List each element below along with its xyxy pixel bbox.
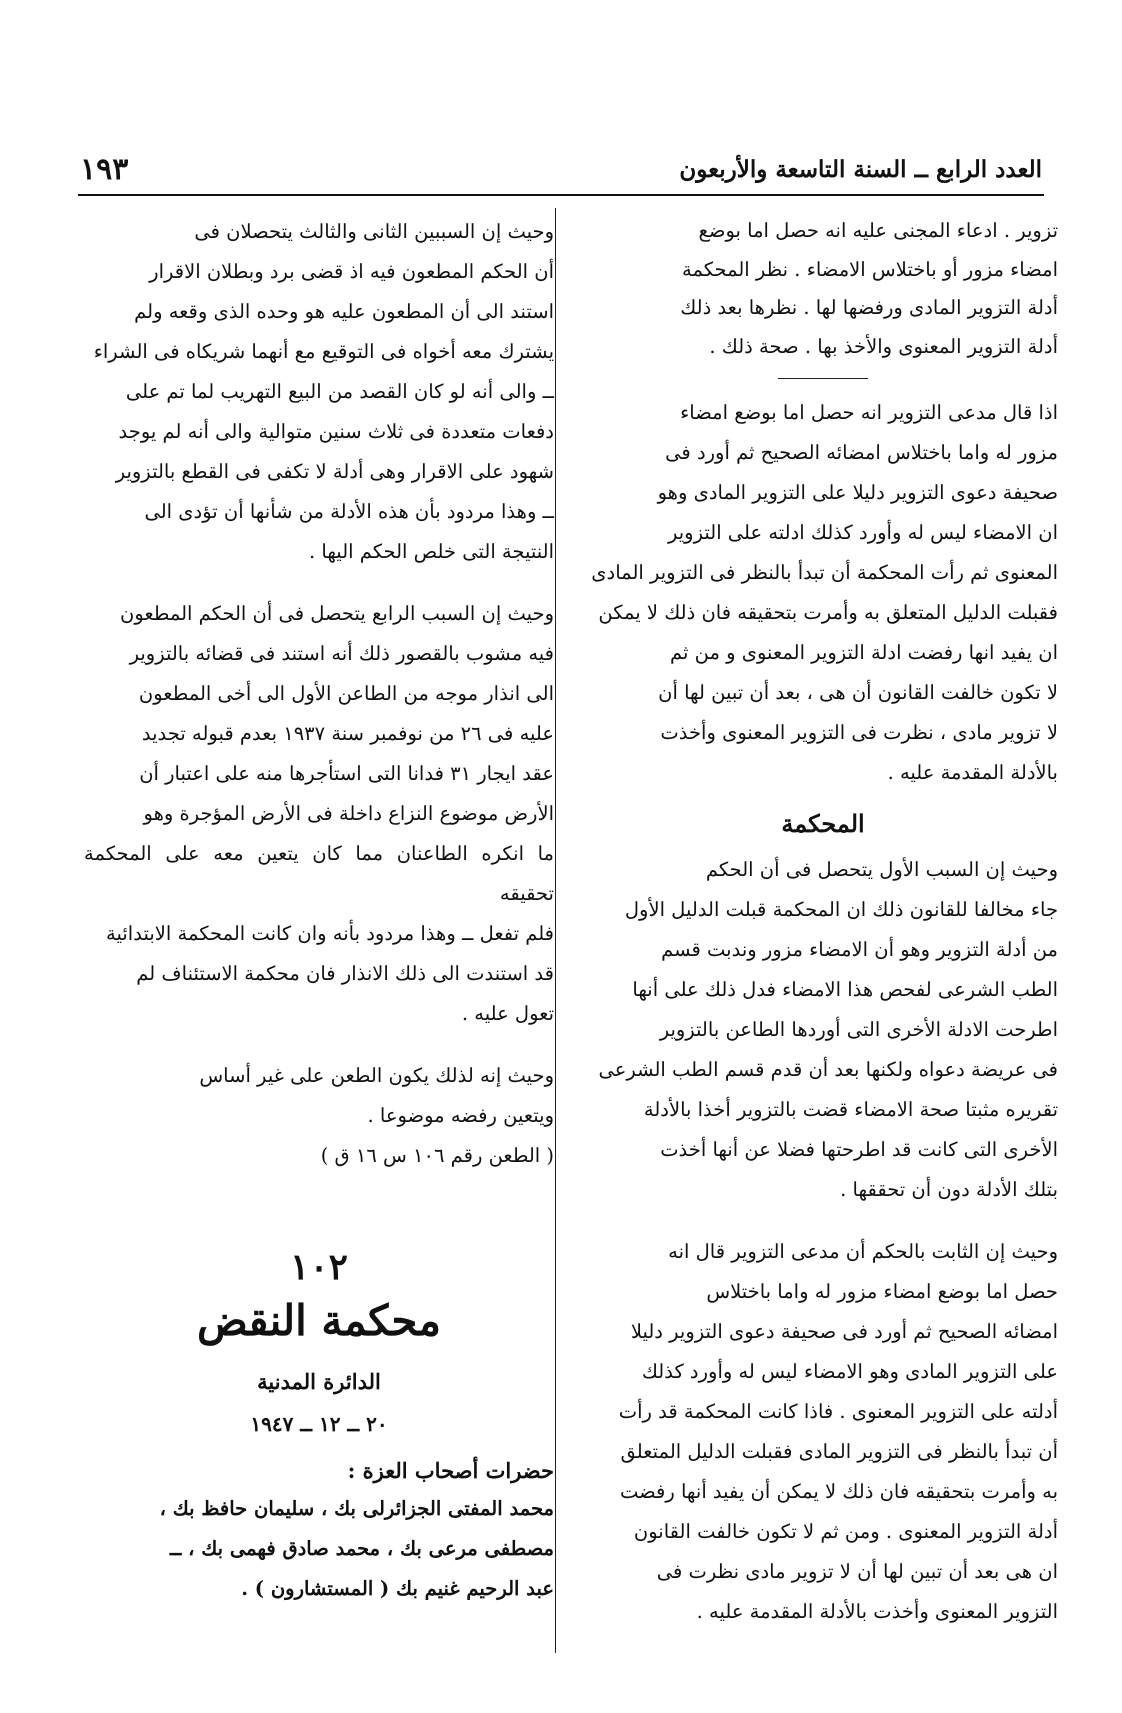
fourth-ground-paragraph: وحيث إن السبب الرابع يتحصل فى أن الحكم المطعون فيه مشوب بالقصور ذلك أنه استند فى قضائه بالتزوير الى انذار موجه من الطاعن الأول الى أخى المطعون عليه فى ٢٦ من نوفمبر سنة ١٩٣٧ بعدم قبوله تجديد عقد ايجار ٣١ فدانا التى استأجرها منه على اعتبار أن الأرض موضوع النزاع داخلة فى الأرض المؤجرة وهو ما انكره الطاعنان مما كان يتعين معه على المحكمة تحقيقه فلم تفعل ــ وهذا مردود بأنه وان كانت المحكمة الابتدائية قد استندت الى ذلك الانذار فان محكمة الاستئناف لم تعول عليه . [84, 602, 554, 1025]
paragraph-gap [84, 1034, 554, 1056]
court-title: محكمة النقض [196, 1296, 442, 1345]
paragraph-gap [84, 572, 554, 594]
paragraph-gap [588, 1210, 1058, 1232]
section-heading: المحكمة [781, 809, 865, 838]
page-number: ١٩٣ [80, 151, 129, 187]
left-column [84, 212, 554, 1693]
conclusion-paragraph: وحيث إنه لذلك يكون الطعن على غير أساس ويتعين رفضه موضوعا . [199, 1064, 554, 1127]
circuit-name: الدائرة المدنية [257, 1369, 381, 1394]
issue-line: العدد الرابع ــ السنة التاسعة والأربعون [679, 155, 1042, 183]
page-header [80, 148, 1042, 190]
judges-heading: حضرات أصحاب العزة : [347, 1458, 554, 1483]
court-reasoning-paragraph: وحيث إن الثابت بالحكم أن مدعى التزوير قال انه حصل اما بوضع امضاء مزور له واما باختلاس امضائه الصحيح ثم أورد فى صحيفة دعوى التزوير دليلا على التزوير المادى وهو الامضاء ليس له وأورد كذلك أدلته على التزوير المعنوى . فاذا كانت المحكمة قد رأت أن تبدأ بالنظر فى التزوير المادى فقبلت الدليل المتعلق به وأمرت بتحقيقه فان ذلك لا يمكن أن يفيد أنها رفضت أدلة التزوير المعنوى . ومن ثم لا تكون خالفت القانون ان هى بعد أن تبين لها أن لا تزوير مادى نظرت فى التزوير المعنوى وأخذت بالأدلة المقدمة عليه . [618, 1240, 1058, 1623]
case-citation: ( الطعن رقم ١٠٦ س ١٦ ق ) [320, 1144, 554, 1167]
judges-list: محمد المفتى الجزائرلى بك ، سليمان حافظ بك ، مصطفى مرعى بك ، محمد صادق فهمى بك ، ــ عبد الرحيم غنيم بك ( المستشارون ) . [159, 1497, 554, 1600]
case-number: ١٠٢ [289, 1246, 348, 1288]
judgment-date: ٢٠ ــ ١٢ ــ ١٩٤٧ [250, 1412, 388, 1436]
right-column [588, 212, 1058, 1693]
first-ground-paragraph: وحيث إن السبب الأول يتحصل فى أن الحكم جاء مخالفا للقانون ذلك ان المحكمة قبلت الدليل الأول من أدلة التزوير وهو أن الامضاء مزور وندبت قسم الطب الشرعى لفحص هذا الامضاء فدل ذلك على أنها اطرحت الادلة الأخرى التى أوردها الطاعن بالتزوير فى عريضة دعواه ولكنها بعد أن قدم قسم الطب الشرعى تقريره مثبتا صحة الامضاء قضت بالتزوير أخذا بالأدلة الأخرى التى كانت قد اطرحتها فضلا عن أنها أخذت بتلك الأدلة دون أن تحققها . [598, 858, 1058, 1201]
headnote-summary: تزوير . ادعاء المجنى عليه انه حصل اما بوضع امضاء مزور أو باختلاس الامضاء . نظر المحكمة أدلة التزوير المادى ورفضها لها . نظرها بعد ذلك أدلة التزوير المعنوى والأخذ بها . صحة ذلك . [680, 219, 1058, 358]
header-rule [78, 194, 1044, 196]
separator-rule [778, 378, 868, 379]
headnote-principle: اذا قال مدعى التزوير انه حصل اما بوضع امضاء مزور له واما باختلاس امضائه الصحيح ثم أورد فى صحيفة دعوى التزوير دليلا على التزوير المادى وهو ان الامضاء ليس له وأورد كذلك ادلته على التزوير المعنوى ثم رأت المحكمة أن تبدأ بالنظر فى التزوير المادى فقبلت الدليل المتعلق به وأمرت بتحقيقه فان ذلك لا يمكن ان يفيد انها رفضت ادلة التزوير المعنوى و من ثم لا تكون خالفت القانون أن هى ، بعد أن تبين لها أن لا تزوير مادى ، نظرت فى التزوير المعنوى وأخذت بالأدلة المقدمة عليه . [591, 401, 1058, 784]
second-third-grounds-paragraph: وحيث إن السببين الثانى والثالث يتحصلان فى أن الحكم المطعون فيه اذ قضى برد وبطلان الاقرار استند الى أن المطعون عليه هو وحده الذى وقعه ولم يشترك معه أخواه فى التوقيع مع أنهما شريكاه فى الشراء ــ والى أنه لو كان القصد من البيع التهريب لما تم على دفعات متعددة فى ثلاث سنين متوالية والى أنه لم يوجد شهود على الاقرار وهى أدلة لا تكفى فى القطع بالتزوير ــ وهذا مردود بأن هذه الأدلة من شأنها أن تؤدى الى النتيجة التى خلص الحكم اليها . [93, 220, 554, 563]
column-divider [555, 208, 556, 1653]
